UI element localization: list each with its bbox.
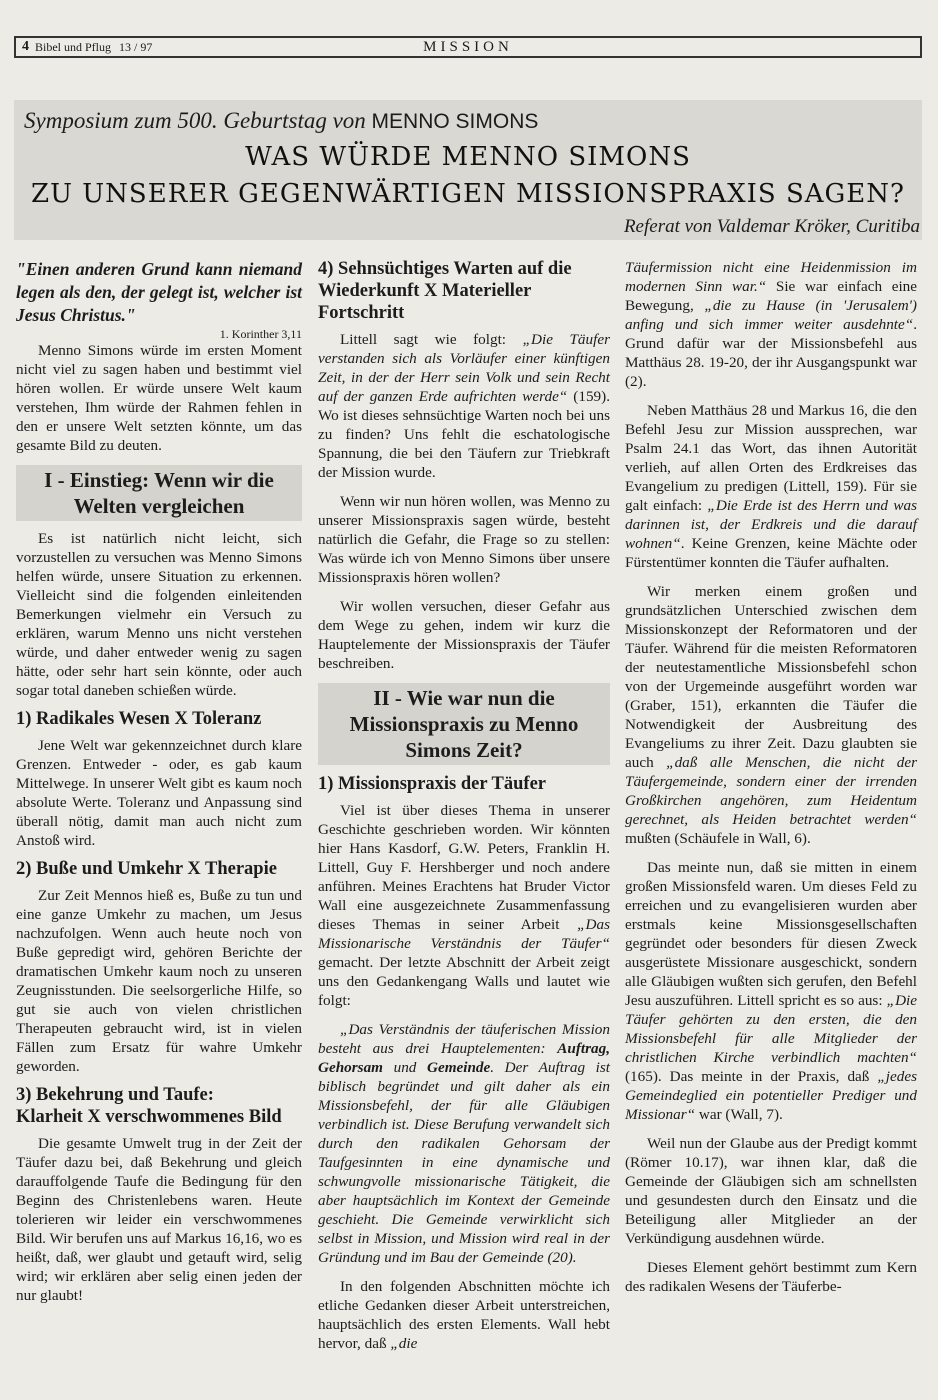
subheading-2: 2) Buße und Umkehr X Therapie	[16, 859, 277, 879]
quote: „jedes Gemeindeglied ein potentieller Prediger und Missionar“	[625, 1068, 917, 1123]
quote: Täufermission nicht eine Heidenmission im modernen Sinn war.“	[625, 259, 917, 295]
paragraph: Wenn wir nun hören wollen, was Menno zu unserer Missionspraxis sagen würde, besteht natürlich die Gefahr, die Frage so zu stellen: Was würde ich von Menno Simons über unsere Missionspraxis hören wollen?	[318, 493, 610, 586]
section-heading-I: I - Einstieg: Wenn wir die Welten vergleichen	[16, 465, 302, 521]
text: und	[382, 1059, 427, 1076]
text: Viel ist über dieses Thema in unserer Geschichte geschrieben worden. Wir könnten hier Hans Kasdorf, G.W. Peters, Franklin H. Littell, Guy F. Hershberger und noch andere anführen. Meines Erachtens hat Bruder Victor Wall eine ausgezeichnete Zusammenfassung dieses Themas in seiner Arbeit	[318, 802, 610, 933]
subheading-3b: Klarheit X verschwommenes Bild	[16, 1107, 282, 1127]
running-header	[14, 36, 922, 58]
section-title: MISSION	[423, 38, 513, 55]
text: (159). Wo ist dieses sehnsüchtige Warten noch bei uns zu finden? Uns fehlt die eschatologische Spannung, die bei den Täufern zur Triebkraft der Mission wurde.	[318, 388, 610, 481]
column-1	[16, 258, 302, 1305]
text: war (Wall, 7).	[695, 1106, 783, 1123]
quote: „die	[390, 1335, 418, 1352]
paragraph	[318, 1277, 610, 1353]
magazine-name: Bibel und Pflug	[35, 39, 112, 54]
paragraph: Wir wollen versuchen, dieser Gefahr aus dem Wege zu gehen, indem wir kurz die Hauptelemente der Missionspraxis der Täufer beschreiben.	[318, 598, 610, 672]
text: (165). Das meinte in der Praxis, daß	[625, 1068, 878, 1085]
paragraph: Weil nun der Glaube aus der Predigt kommt (Römer 10.17), war ihnen klar, daß die Gemeinde der Gläubigen sich am schnellsten und gesundesten durch den Einsatz und die Beteiligung aller Mitglieder an der Verkündigung ausdehnen würde.	[625, 1135, 917, 1247]
quote: „Die Täufer gehörten zu den ersten, die den Missionsbefehl für alle Mitglieder der christlichen Kirche verbindlich machten“	[625, 992, 917, 1066]
quote: „Die Täufer verstanden sich als Vorläufer einer künftigen Zeit, in der der Herr sein Volk und sein Recht auf der ganzen Erde aufrichten werde“	[318, 331, 610, 405]
byline: Referat von Valdemar Kröker, Curitiba	[623, 216, 920, 237]
paragraph: Die gesamte Umwelt trug in der Zeit der Täufer dazu bei, daß Bekehrung und gleich darauffolgende Taufe die Bedingung für den Beginn des Christenlebens waren. Heute tolerieren wir leider ein verschwommenes Bild. Wir berufen uns auf Markus 16,16, wo es heißt, daß, wer glaubt und getauft wird, selig wird; wir erklären aber selig einen jeden der nur glaubt!	[16, 1135, 302, 1304]
paragraph	[625, 401, 917, 572]
quote: „die zu Hause (in 'Jerusalem') anfing und sich immer weiter ausdehnte“	[625, 297, 917, 333]
paragraph: Es ist natürlich nicht leicht, sich vorzustellen zu versuchen was Menno Simons helfen würde, unsere Situation zu erkennen. Vielleicht sind die folgenden einleitenden Bemerkungen vielmehr ein Versuch zu erklären, warum Menno uns nicht verstehen würde, und daher entweder wenig zu sagen hätte, oder sehr hart sein könnte, oder auch sogar total daneben schießen würde.	[16, 530, 302, 699]
article-title-line2: ZU UNSERER GEGENWÄRTIGEN MISSIONSPRAXIS SAGEN?	[31, 179, 905, 209]
text: Neben Matthäus 28 und Markus 16, die den Befehl Jesu zur Mission aussprechen, war Psalm 24.1 das Wort, das ihnen Autorität verlieh, auf allen Orten des Erdkreises das Evangelium zu predigen (Littell, 159). Für sie galt einfach:	[625, 402, 917, 514]
paragraph: Dieses Element gehört bestimmt zum Kern des radikalen Wesens der Täuferbe-	[625, 1259, 917, 1295]
text: Das meinte nun, daß sie mitten in einem großen Missionsfeld waren. Um dieses Feld zu erreichen und zu evangelisieren wurden aber erstmals keine Missionsgesellschaften gegründet oder besonders für diesen Zweck ausgerüstete Missionare ausgeschickt, sondern alle Gläubigen wußten sich gerufen, den Befehl Jesu auszuführen. Littell spricht es so aus:	[625, 859, 917, 1009]
paragraph	[318, 801, 610, 1010]
quote: „Das Missionarische Verständnis der Täufer“	[318, 916, 610, 952]
text: mußten (Schäufele in Wall, 6).	[625, 830, 811, 847]
block-quote	[318, 1020, 610, 1267]
text: . Der Auftrag ist biblisch begründet und gilt daher als ein Missionsbefehl, der für alle Gläubigen verbindlich ist. Diese Berufung verwandelt sich durch den radikalen Gehorsam der Taufgesinnten in eine dynamische und schwungvolle missionarische Tätigkeit, die aber hauptsächlich im Kontext der Gemeinde geschieht. Die Gemeinde verwirklicht sich selbst in Mission, und Mission wird real in der Gründung und im Bau der Gemeinde (20).	[318, 1059, 611, 1266]
symposium-name: MENNO SIMONS	[371, 110, 539, 133]
subheading-1: 1) Missionspraxis der Täufer	[318, 774, 547, 794]
page-number: 4	[22, 39, 29, 54]
issue-number: 13 / 97	[119, 39, 153, 54]
column-2	[318, 258, 610, 1353]
text: In den folgenden Abschnitten möchte ich etliche Gedanken dieser Arbeit unterstreichen, hauptsächlich des ersten Elements. Wall hebt hervor, daß	[318, 1278, 610, 1352]
motto-reference: 1. Korinther 3,11	[219, 327, 302, 341]
paragraph	[625, 582, 917, 848]
paragraph: Jene Welt war gekennzeichnet durch klare Grenzen. Entweder - oder, es gab kaum Mittelwege. In unserer Welt gibt es kaum noch absolute Werte. Toleranz und Anpassung sind überall nötig, damit man auch nicht zum Anstoß wird.	[16, 737, 302, 849]
section-heading-II: II - Wie war nun die Missionspraxis zu Menno Simons Zeit?	[318, 683, 610, 765]
text: Littell sagt wie folgt:	[340, 331, 523, 348]
paragraph: Menno Simons würde im ersten Moment nicht viel zu sagen haben und bestimmt viel hören wollen. Er würde unsere Welt kaum verstehen, Ihm würde der Rahmen fehlen in den er unsere Welt setzten könnte, um das gesamte Bild zu deuten.	[16, 342, 302, 454]
paragraph	[318, 330, 610, 482]
paragraph	[625, 858, 917, 1124]
emphasis: Gemeinde	[427, 1059, 491, 1076]
paragraph	[625, 258, 917, 391]
emphasis: Auftrag, Gehorsam	[318, 1040, 610, 1076]
text: Sie war einfach eine Bewegung,	[625, 278, 917, 314]
text: gemacht. Der letzte Abschnitt der Arbeit zeigt uns den Gedankengang Walls und lautet wie folgt:	[318, 954, 610, 1009]
quote: „Die Erde ist des Herrn und was darinnen ist, der Erdkreis und die darauf wohnen“	[625, 497, 918, 552]
article-title-line1: WAS WÜRDE MENNO SIMONS	[245, 142, 691, 172]
motto-quote: "Einen anderen Grund kann niemand legen als den, der gelegt ist, welcher ist Jesus Christus."	[16, 259, 302, 325]
text: . Grund dafür war der Missionsbefehl aus Matthäus 28. 19-20, der ihr Ausgangspunkt war (2).	[625, 316, 917, 390]
subheading-1: 1) Radikales Wesen X Toleranz	[16, 709, 262, 729]
quote: „daß alle Menschen, die nicht der Täufergemeinde, sondern einer der irrenden Großkirchen angehören, zum Heidentum gerechnet, als Heiden betrachtet werden“	[625, 754, 918, 828]
symposium-line	[24, 108, 538, 134]
symposium-text: Symposium zum 500. Geburtstag von	[24, 108, 366, 133]
subheading-3a: 3) Bekehrung und Taufe:	[16, 1085, 214, 1105]
subheading-4: 4) Sehnsüchtiges Warten auf die Wiederkunft X Materieller Fortschritt	[318, 259, 572, 323]
paragraph: Zur Zeit Mennos hieß es, Buße zu tun und eine ganze Umkehr zu machen, um Jesus nachzufolgen. Wenn auch heute noch von Buße gepredigt wird, gehören Berichte der dramatischen Umkehr kaum noch zu unseren Zeugnisstunden. Die seelsorgerliche Hilfe, so gut sie auch von vielen christlichen Therapeuten gebraucht wird, ist in vielen Fällen zum Ersatz für wahre Umkehr geworden.	[16, 887, 302, 1075]
text: „Das Verständnis der täuferischen Mission besteht aus drei Hauptelementen:	[318, 1021, 610, 1057]
text: Wir merken einem großen und grundsätzlichen Unterschied zwischen dem Missionskonzept der Reformatoren und der Täufer. Während für die meisten Reformatoren der neutestamentliche Missionsbefehl schon von der Urgemeinde ausgeführt worden war (Graber, 151), erkannten die Täufer die Notwendigkeit der Ausbreitung des Evangeliums zu ihrer Zeit. Dazu glaubten sie auch	[625, 583, 917, 771]
column-3	[625, 258, 917, 1296]
text: . Keine Grenzen, keine Mächte oder Fürstentümer konnten die Täufer aufhalten.	[625, 535, 917, 571]
